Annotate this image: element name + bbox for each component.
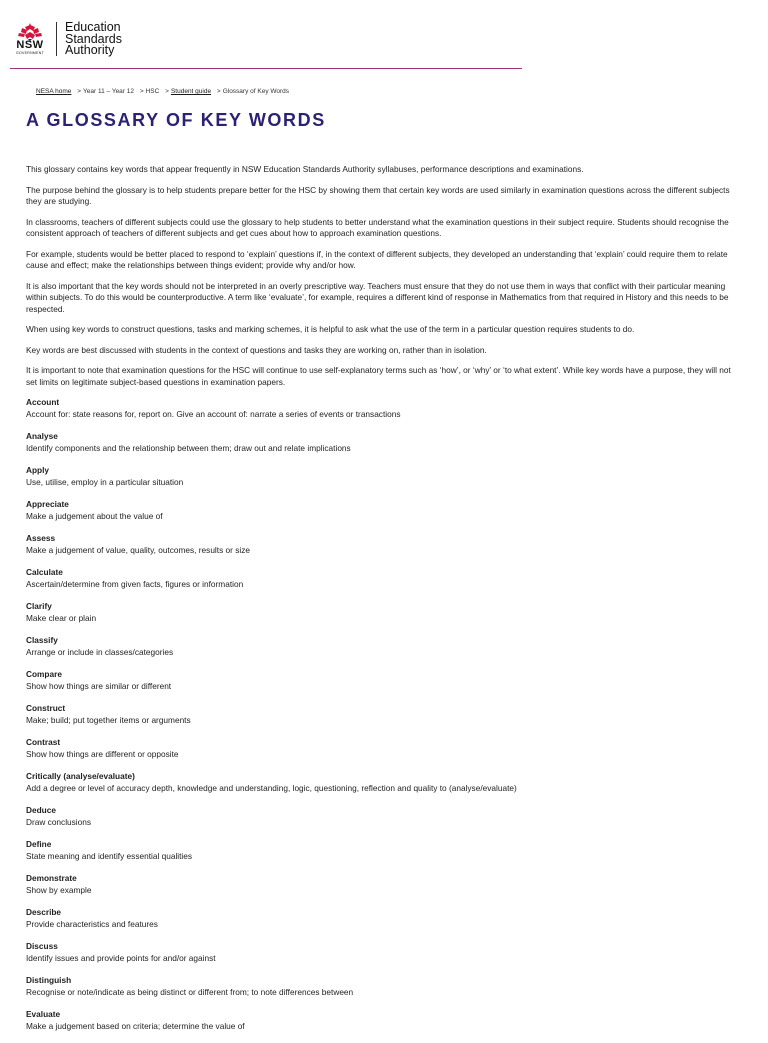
breadcrumb-separator: > [216,88,221,95]
glossary-definition: State meaning and identify essential qualities [26,850,193,861]
glossary-definition: Add a degree or level of accuracy depth, knowledge and understanding, logic, questioning, reflection and quality to (analyse/evaluate) [26,782,517,793]
glossary-entry-compare [26,669,736,692]
glossary-entry-contrast [26,737,736,760]
glossary-term: Account [26,397,60,407]
glossary-definition: Account for: state reasons for, report on. Give an account of: narrate a series of events or transactions [26,408,401,419]
glossary-entry-demonstrate [26,873,736,896]
glossary-entry-distinguish [26,975,736,998]
main-content [26,164,736,1043]
glossary-term: Demonstrate [26,873,77,883]
glossary-definition: Provide characteristics and features [26,918,158,929]
intro-paragraph: It is also important that the key words should not be interpreted in an overly prescriptive way. Teachers must ensure that they do not use them in ways that conflict with their particular meaning within subjects. To do this would be counterproductive. A term like ‘evaluate’, for example, requires a different kind of response in Mathematics from that required in History and this needs to be respected. [26,280,729,314]
glossary-term: Analyse [26,431,58,441]
breadcrumb-nesa-home[interactable]: NESA home [36,88,72,95]
glossary-entry-classify [26,635,736,658]
glossary-definition: Identify components and the relationship between them; draw out and relate implications [26,442,351,453]
glossary-definition: Make; build; put together items or arguments [26,714,191,725]
glossary-entry-describe [26,907,736,930]
intro-paragraph: This glossary contains key words that appear frequently in NSW Education Standards Authority syllabuses, performance descriptions and examinations. [26,164,584,174]
org-name-line-3: Authority [65,43,115,57]
glossary-definition: Make a judgement based on criteria; determine the value of [26,1020,245,1031]
glossary-entry-critically [26,771,736,794]
glossary-term: Apply [26,465,50,475]
glossary-term: Classify [26,635,58,645]
breadcrumb-separator: > [139,88,144,95]
page-title: A GLOSSARY OF KEY WORDS [26,110,326,130]
glossary-term: Contrast [26,737,61,747]
organisation-name[interactable] [65,22,122,57]
glossary-term: Calculate [26,567,63,577]
glossary-entry-appreciate [26,499,736,522]
breadcrumb-separator: > [77,88,82,95]
glossary-term: Describe [26,907,62,917]
glossary-definition: Recognise or note/indicate as being distinct or different from; to note differences between [26,986,354,997]
glossary-entry-account [26,397,736,420]
glossary-entry-define [26,839,736,862]
glossary-definition: Make a judgement of value, quality, outcomes, results or size [26,544,250,555]
glossary-list [26,397,736,1032]
glossary-term: Assess [26,533,56,543]
glossary-definition: Show how things are different or opposite [26,748,179,759]
logo-nsw-text: NSW [16,39,44,51]
glossary-entry-calculate [26,567,736,590]
glossary-entry-deduce [26,805,736,828]
glossary-definition: Ascertain/determine from given facts, figures or information [26,578,244,589]
logo-government-text: GOVERNMENT [15,51,45,55]
breadcrumb-year-11-12: Year 11 – Year 12 [83,88,134,95]
glossary-term: Define [26,839,52,849]
glossary-term: Compare [26,669,62,679]
glossary-term: Appreciate [26,499,69,509]
org-name-line-2: Standards [65,31,122,46]
glossary-definition: Arrange or include in classes/categories [26,646,174,657]
intro-paragraph: The purpose behind the glossary is to help students prepare better for the HSC by showing them that certain key words are used similarly in examination questions across the different subjects they are studying. [26,184,730,206]
logo-divider [56,22,57,56]
glossary-definition: Make a judgement about the value of [26,510,163,521]
glossary-entry-analyse [26,431,736,454]
header-divider [10,68,522,69]
glossary-definition: Use, utilise, employ in a particular situation [26,476,184,487]
glossary-entry-evaluate [26,1009,736,1032]
glossary-entry-discuss [26,941,736,964]
intro-paragraph: In classrooms, teachers of different subjects could use the glossary to help students to better understand what the examination questions in their subject require. Students should recognise the consistent approach of teachers of different subjects and get cues about how to approach examination questions. [26,216,729,238]
glossary-term: Discuss [26,941,58,951]
intro-paragraph: Key words are best discussed with students in the context of questions and tasks they are working on, rather than in isolation. [26,344,487,355]
glossary-entry-construct [26,703,736,726]
glossary-term: Deduce [26,805,56,815]
glossary-term: Critically (analyse/evaluate) [26,771,135,781]
glossary-entry-clarify [26,601,736,624]
glossary-definition: Draw conclusions [26,816,92,827]
breadcrumb [36,88,289,95]
glossary-term: Clarify [26,601,52,611]
breadcrumb-current-page: Glossary of Key Words [222,88,290,95]
glossary-term: Distinguish [26,975,72,985]
glossary-entry-apply [26,465,736,488]
breadcrumb-separator: > [165,88,169,95]
glossary-entry-assess [26,533,736,556]
glossary-definition: Make clear or plain [26,612,97,623]
glossary-definition: Show by example [26,884,92,895]
site-header [12,22,122,58]
glossary-term: Evaluate [26,1009,61,1019]
glossary-definition: Show how things are similar or different [26,680,172,691]
glossary-term: Construct [26,703,66,713]
org-name-line-1: Education [65,20,121,34]
nsw-government-logo[interactable] [12,22,48,58]
intro-paragraph: It is important to note that examination questions for the HSC will continue to use self-explanatory terms such as ‘how’, or ‘why’ or ‘to what extent’. While key words have a purpose, they will not set limits on legitimate subject-based questions in examination papers. [26,365,731,387]
breadcrumb-student-guide[interactable]: Student guide [170,88,212,95]
glossary-definition: Identify issues and provide points for and/or against [26,952,216,963]
breadcrumb-hsc: HSC [145,88,160,95]
intro-paragraph: When using key words to construct questions, tasks and marking schemes, it is helpful to ask what the use of the term in a particular question requires students to do. [26,324,635,334]
intro-paragraph: For example, students would be better placed to respond to ‘explain’ questions if, in the context of different subjects, they developed an understanding that ‘explain’ could require them to relate cause and effect; make the relationships between things evident; provide why and/or how. [26,248,728,270]
